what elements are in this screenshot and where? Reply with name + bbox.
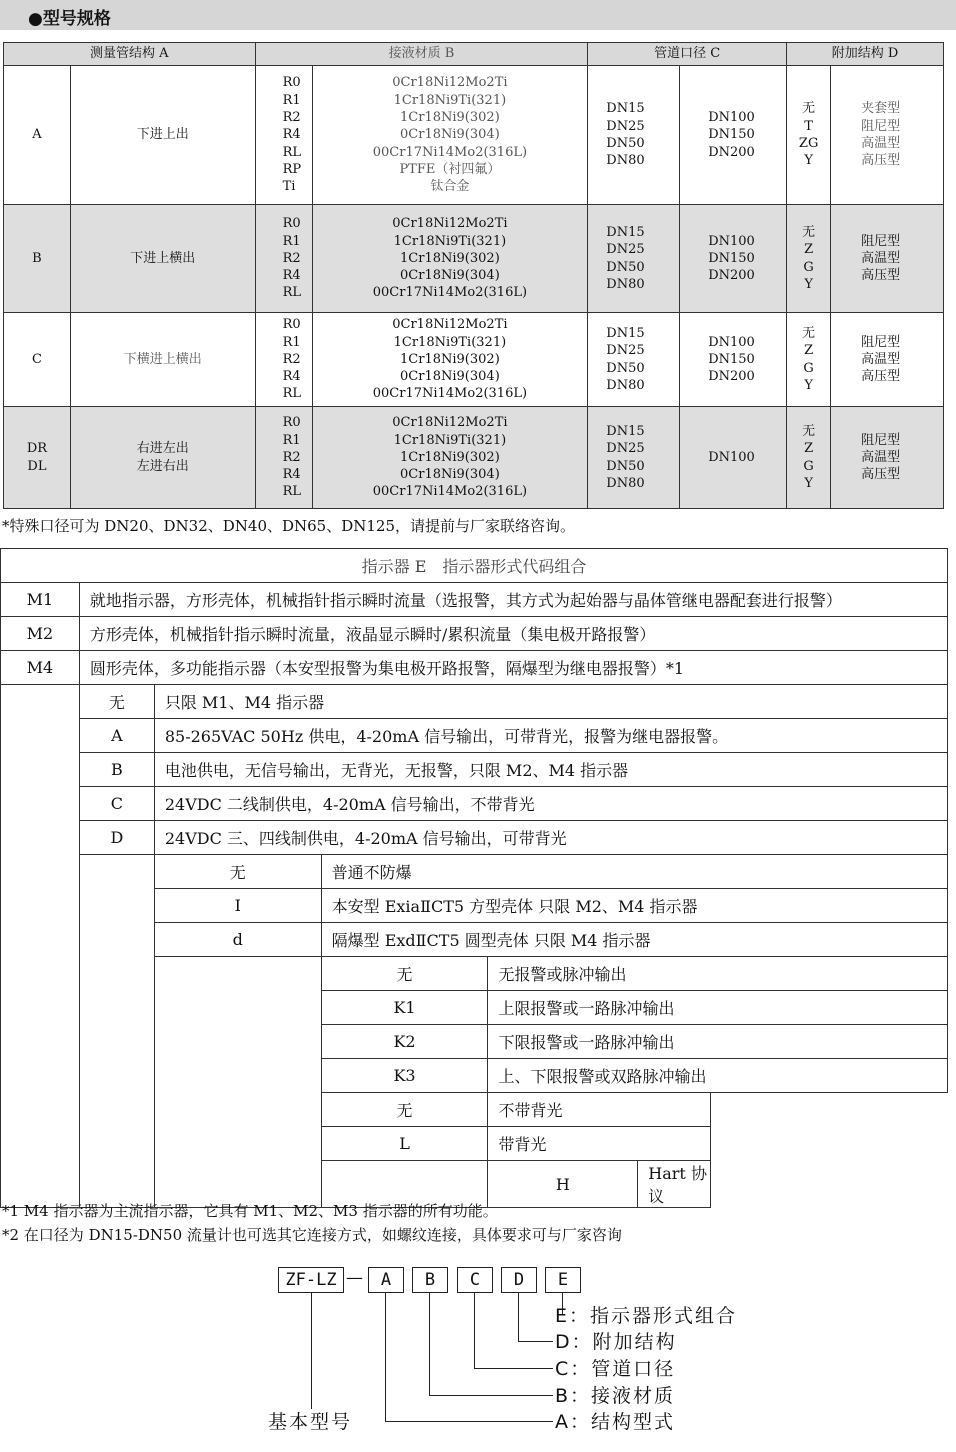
connector-line-c-h — [474, 1368, 553, 1369]
power-row — [1, 719, 948, 753]
connector-line-b-h — [429, 1395, 553, 1396]
list-line: R2 — [282, 449, 301, 465]
list-line: DN15 — [606, 325, 645, 341]
split-line: DR — [26, 441, 48, 457]
label-b: B：接液材质 — [555, 1385, 676, 1407]
list-line: RP — [282, 161, 302, 177]
table-row — [4, 407, 944, 509]
list-line: R2 — [282, 110, 301, 126]
list-line: Ti — [282, 179, 296, 195]
alarm-desc: 上、下限报警或双路脉冲输出 — [488, 1059, 948, 1093]
explosion-code: I — [154, 889, 321, 923]
list-line: DN150 — [708, 250, 755, 266]
list-line: 0Cr18Ni9(304) — [400, 467, 500, 483]
connector-line-a-h — [385, 1421, 553, 1422]
indicator-m-row — [1, 651, 948, 685]
list-line: 00Cr17Ni14Mo2(316L) — [372, 285, 528, 301]
list-line: Z — [804, 242, 814, 258]
protocol-desc: Hart 协议 — [638, 1161, 711, 1208]
indicator-code: M2 — [1, 617, 80, 651]
list-line: DN15 — [606, 423, 645, 439]
list-line: DN100 — [708, 110, 755, 126]
list-line: R0 — [282, 75, 301, 91]
indicator-title-row — [1, 549, 948, 583]
header-material: 接液材质 B — [255, 43, 588, 66]
additional-codes — [787, 313, 831, 407]
list-line: 1Cr18Ni9(302) — [400, 351, 500, 367]
list-line: R4 — [282, 268, 301, 284]
connector-line-c — [474, 1292, 475, 1369]
list-line: DN15 — [606, 224, 645, 240]
list-line: Y — [804, 377, 813, 393]
dn-small-list — [588, 205, 680, 313]
list-line: DN100 — [708, 449, 755, 465]
list-line: 0Cr18Ni12Mo2Ti — [392, 317, 508, 333]
alarm-desc: 上限报警或一路脉冲输出 — [488, 991, 948, 1025]
structure-code: C — [4, 313, 71, 407]
structure-code: B — [4, 205, 71, 313]
list-line: G — [803, 259, 814, 275]
list-line: RL — [282, 484, 301, 500]
alarm-code: 无 — [321, 957, 488, 991]
diameter-note: *特殊口径可为 DN20、DN32、DN40、DN65、DN125，请提前与厂家联络咨询。 — [2, 517, 576, 535]
list-line: 0Cr18Ni9(304) — [400, 268, 500, 284]
power-desc: 24VDC 二线制供电，4-20mA 信号输出，不带背光 — [154, 787, 947, 821]
list-line: 00Cr17Ni14Mo2(316L) — [372, 484, 528, 500]
dn-large-list — [680, 66, 787, 205]
list-line: 1Cr18Ni9Ti(321) — [393, 334, 507, 350]
alarm-code: K1 — [321, 991, 488, 1025]
list-line: 1Cr18Ni9Ti(321) — [393, 233, 507, 249]
table-row — [4, 205, 944, 313]
connector-line-b — [429, 1292, 430, 1396]
list-line: 1Cr18Ni9(302) — [400, 110, 500, 126]
material-codes — [255, 205, 312, 313]
list-line: 0Cr18Ni12Mo2Ti — [392, 216, 508, 232]
list-line: 0Cr18Ni12Mo2Ti — [392, 415, 508, 431]
dn-small-list — [588, 407, 680, 509]
list-line: 无 — [802, 423, 816, 439]
list-line: R4 — [282, 369, 301, 385]
spec-table — [3, 42, 944, 509]
additional-codes — [787, 205, 831, 313]
list-line: 无 — [802, 325, 816, 341]
indicator-m-row — [1, 617, 948, 651]
dn-small-list — [588, 66, 680, 205]
list-line: R2 — [282, 351, 301, 367]
additional-names — [831, 313, 944, 407]
structure-code — [4, 407, 71, 509]
alarm-desc: 无报警或脉冲输出 — [488, 957, 948, 991]
footnote-2: *2 在口径为 DN15-DN50 流量计也可选其它连接方式，如螺纹连接，具体要求可与厂家咨询 — [2, 1226, 622, 1244]
label-d: D：附加结构 — [555, 1331, 677, 1353]
list-line: 高压型 — [861, 153, 901, 169]
additional-codes — [787, 66, 831, 205]
list-line: Z — [804, 441, 814, 457]
split-line: 右进左出 — [136, 441, 189, 457]
indicator-title: 指示器 E 指示器形式代码组合 — [1, 549, 948, 583]
list-line: DN150 — [708, 127, 755, 143]
model-box-b: B — [412, 1267, 448, 1293]
list-line: DN50 — [606, 458, 645, 474]
list-line: 无 — [802, 101, 816, 117]
list-line: DN50 — [606, 360, 645, 376]
material-names — [312, 66, 588, 205]
power-desc: 电池供电，无信号输出，无背光，无报警，只限 M2、M4 指示器 — [154, 753, 947, 787]
model-prefix-box: ZF-LZ — [278, 1267, 344, 1293]
list-line: R4 — [282, 467, 301, 483]
connector-line-base — [311, 1292, 312, 1409]
indicator-desc: 方形壳体，机械指针指示瞬时流量，液晶显示瞬时/累积流量（集电极开路报警） — [79, 617, 947, 651]
indicator-code: M1 — [1, 583, 80, 617]
list-line: DN80 — [606, 153, 645, 169]
table-row — [4, 66, 944, 205]
list-line: 1Cr18Ni9(302) — [400, 250, 500, 266]
list-line: DN100 — [708, 233, 755, 249]
blank-cell — [79, 855, 154, 1208]
list-line: G — [803, 360, 814, 376]
list-line: RL — [282, 144, 301, 160]
list-line: 高温型 — [861, 250, 901, 266]
model-box-e: E — [545, 1267, 581, 1293]
list-line: DN200 — [708, 268, 755, 284]
power-code: 无 — [79, 685, 154, 719]
dn-large-list — [680, 407, 787, 509]
power-desc: 85-265VAC 50Hz 供电，4-20mA 信号输出，可带背光，报警为继电器报警。 — [154, 719, 947, 753]
indicator-m-row — [1, 583, 948, 617]
indicator-code: M4 — [1, 651, 80, 685]
backlight-desc: 带背光 — [488, 1127, 711, 1161]
power-code: D — [79, 821, 154, 855]
list-line: DN50 — [606, 136, 645, 151]
indicator-table — [0, 548, 948, 1208]
label-c: C：管道口径 — [555, 1358, 676, 1380]
power-desc: 只限 M1、M4 指示器 — [154, 685, 947, 719]
list-line: R0 — [282, 317, 301, 333]
list-line: R2 — [282, 250, 301, 266]
list-line: DN15 — [606, 101, 645, 117]
structure-name — [70, 407, 255, 509]
power-row — [1, 753, 948, 787]
list-line: 1Cr18Ni9Ti(321) — [393, 92, 507, 108]
power-code: A — [79, 719, 154, 753]
list-line: 高温型 — [861, 136, 901, 151]
list-line: DN25 — [606, 242, 645, 258]
list-line: 无 — [802, 224, 816, 240]
power-desc: 24VDC 三、四线制供电，4-20mA 信号输出，可带背光 — [154, 821, 947, 855]
blank-cell — [154, 957, 321, 1208]
list-line: DN80 — [606, 276, 645, 292]
model-dash: — — [346, 1268, 363, 1288]
list-line: R1 — [282, 92, 301, 108]
list-line: 高温型 — [861, 449, 901, 465]
list-line: DN100 — [708, 334, 755, 350]
list-line: R0 — [282, 216, 301, 232]
explosion-code: 无 — [154, 855, 321, 889]
explosion-desc: 隔爆型 ExdⅡCT5 圆型壳体 只限 M4 指示器 — [321, 923, 947, 957]
list-line: ZG — [798, 136, 819, 151]
list-line: Y — [804, 276, 813, 292]
list-line: 高压型 — [861, 268, 901, 284]
list-line: Z — [804, 343, 814, 359]
list-line: DN80 — [606, 377, 645, 393]
list-line: G — [803, 458, 814, 474]
indicator-desc: 就地指示器，方形壳体，机械指针指示瞬时流量（选报警，其方式为起始器与晶体管继电器配套进行报警） — [79, 583, 947, 617]
split-line: DL — [27, 458, 47, 474]
list-line: 阻尼型 — [861, 432, 901, 448]
list-line: Y — [804, 153, 813, 169]
structure-name: 下进上出 — [70, 66, 255, 205]
model-box-c: C — [457, 1267, 493, 1293]
list-line: R1 — [282, 233, 301, 249]
list-line: 1Cr18Ni9Ti(321) — [393, 432, 507, 448]
split-line: 左进右出 — [136, 458, 189, 474]
list-line: RL — [282, 285, 301, 301]
list-line: DN25 — [606, 343, 645, 359]
additional-names — [831, 66, 944, 205]
power-code: B — [79, 753, 154, 787]
list-line: 00Cr17Ni14Mo2(316L) — [372, 144, 528, 160]
list-line: 阻尼型 — [861, 233, 901, 249]
additional-codes — [787, 407, 831, 509]
list-line: 00Cr17Ni14Mo2(316L) — [372, 386, 528, 402]
material-names — [312, 313, 588, 407]
material-names — [312, 205, 588, 313]
backlight-code: L — [321, 1127, 488, 1161]
backlight-desc: 不带背光 — [488, 1093, 711, 1127]
power-row — [1, 821, 948, 855]
list-line: R1 — [282, 432, 301, 448]
dn-large-list — [680, 313, 787, 407]
header-structure: 测量管结构 A — [4, 43, 256, 66]
structure-name: 下横进上横出 — [70, 313, 255, 407]
connector-line-d-h — [518, 1341, 553, 1342]
section-title: ●型号规格 — [28, 9, 111, 29]
power-row — [1, 787, 948, 821]
label-a: A：结构型式 — [555, 1411, 675, 1433]
dn-large-list — [680, 205, 787, 313]
alarm-desc: 下限报警或一路脉冲输出 — [488, 1025, 948, 1059]
base-model-label: 基本型号 — [268, 1411, 353, 1433]
alarm-code: K2 — [321, 1025, 488, 1059]
list-line: DN150 — [708, 351, 755, 367]
list-line: R1 — [282, 334, 301, 350]
power-code: C — [79, 787, 154, 821]
list-line: 钛合金 — [430, 179, 470, 195]
list-line: 高压型 — [861, 467, 901, 483]
alarm-code: K3 — [321, 1059, 488, 1093]
model-box-a: A — [368, 1267, 404, 1293]
indicator-desc: 圆形壳体，多功能指示器（本安型报警为集电极开路报警，隔爆型为继电器报警）*1 — [79, 651, 947, 685]
additional-names — [831, 407, 944, 509]
additional-names — [831, 205, 944, 313]
list-line: 阻尼型 — [861, 118, 901, 134]
structure-code: A — [4, 66, 71, 205]
section-header-bar — [0, 0, 956, 30]
dn-small-list — [588, 313, 680, 407]
list-line: DN200 — [708, 144, 755, 160]
list-line: 0Cr18Ni9(304) — [400, 127, 500, 143]
material-codes — [255, 407, 312, 509]
backlight-code: 无 — [321, 1093, 488, 1127]
connector-line-d — [518, 1292, 519, 1342]
material-codes — [255, 66, 312, 205]
list-line: 0Cr18Ni12Mo2Ti — [392, 75, 508, 91]
list-line: PTFE（衬四氟） — [399, 161, 501, 177]
explosion-desc: 普通不防爆 — [321, 855, 947, 889]
header-additional: 附加结构 D — [787, 43, 944, 66]
list-line: 高温型 — [861, 351, 901, 367]
material-names — [312, 407, 588, 509]
blank-cell — [1, 685, 80, 1208]
list-line: T — [804, 118, 813, 134]
spec-table-header-row — [4, 43, 944, 66]
label-e: E：指示器形式组合 — [555, 1305, 738, 1327]
model-box-d: D — [501, 1267, 537, 1293]
list-line: 阻尼型 — [861, 334, 901, 350]
power-row — [1, 685, 948, 719]
structure-name: 下进上横出 — [70, 205, 255, 313]
list-line: 高压型 — [861, 369, 901, 385]
material-codes — [255, 313, 312, 407]
list-line: Y — [804, 475, 813, 491]
connector-line-a — [385, 1292, 386, 1422]
explosion-desc: 本安型 ExiaⅡCT5 方型壳体 只限 M2、M4 指示器 — [321, 889, 947, 923]
list-line: R0 — [282, 415, 301, 431]
protocol-code: H — [488, 1161, 638, 1208]
table-row — [4, 313, 944, 407]
explosion-row — [1, 855, 948, 889]
header-diameter: 管道口径 C — [588, 43, 787, 66]
list-line: DN50 — [606, 259, 645, 275]
list-line: RL — [282, 386, 301, 402]
list-line: R4 — [282, 127, 301, 143]
list-line: DN200 — [708, 369, 755, 385]
list-line: 夹套型 — [861, 101, 901, 117]
list-line: 0Cr18Ni9(304) — [400, 369, 500, 385]
footnote-1: *1 M4 指示器为主流指示器，它具有 M1、M2、M3 指示器的所有功能。 — [2, 1202, 498, 1220]
list-line: DN80 — [606, 475, 645, 491]
explosion-code: d — [154, 923, 321, 957]
list-line: DN25 — [606, 441, 645, 457]
list-line: 1Cr18Ni9(302) — [400, 449, 500, 465]
list-line: DN25 — [606, 118, 645, 134]
